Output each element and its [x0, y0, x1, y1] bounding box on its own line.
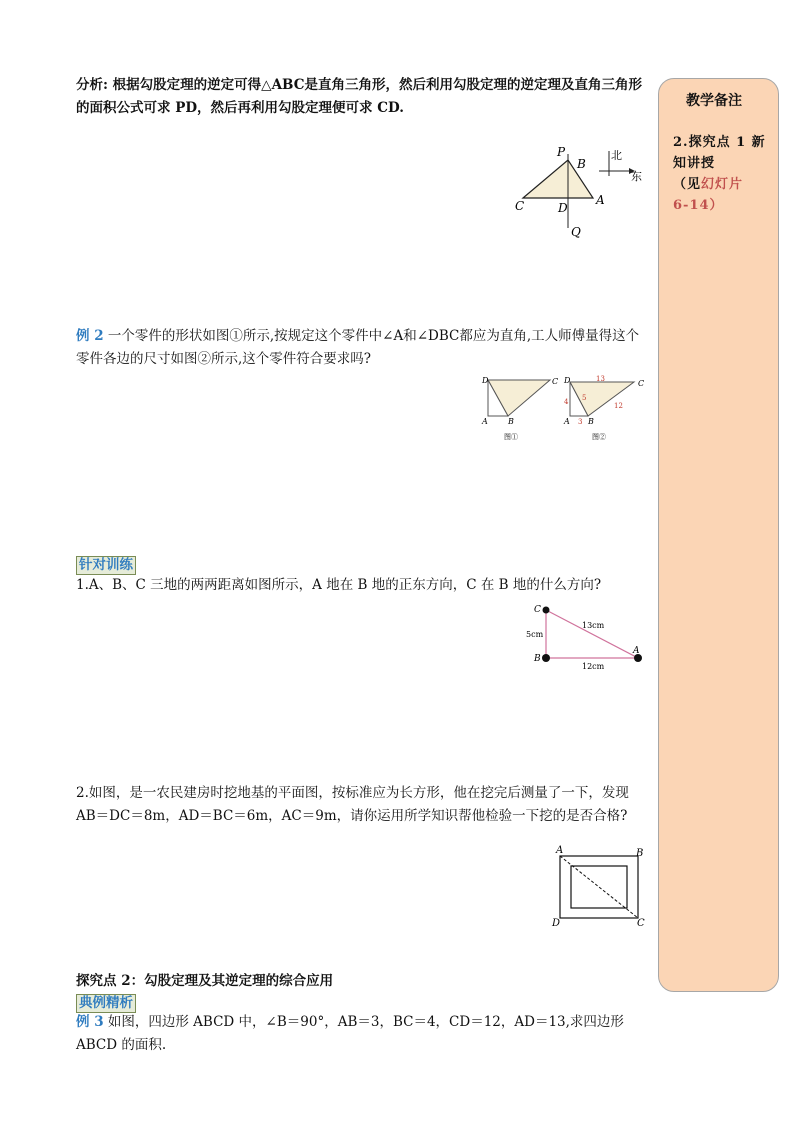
example-3-label: 例 3	[76, 1014, 104, 1030]
label-b: B	[534, 654, 541, 664]
teaching-notes-heading: 教学备注	[686, 93, 742, 109]
part-figure-1	[481, 376, 558, 441]
length-ca: 13cm	[582, 621, 605, 630]
label-c: C	[637, 918, 645, 929]
length-cb: 5cm	[526, 630, 544, 639]
label-d: D	[552, 918, 561, 929]
fig2-label-b: B	[588, 417, 594, 426]
point-b	[542, 654, 550, 662]
example-3-paragraph	[76, 1011, 648, 1057]
label-p: P	[557, 145, 566, 159]
point-c	[543, 607, 550, 614]
label-c: C	[515, 199, 525, 213]
note-line-2: （见	[673, 177, 702, 192]
label-q: Q	[571, 225, 581, 239]
label-b: B	[636, 848, 644, 859]
fig1-label-b: B	[508, 417, 514, 426]
note-slides: 幻灯片	[701, 177, 744, 192]
fig1-label-c: C	[552, 377, 559, 386]
fig2-label-c: C	[638, 379, 645, 388]
diagonal-ac	[560, 856, 638, 918]
training-tag: 针对训练	[76, 556, 136, 575]
example-2-text: 一个零件的形状如图①所示,按规定这个零件中∠A和∠DBC都应为直角,工人师傅量得这个零件各边的尺寸如图②所示,这个零件符合要求吗?	[76, 328, 640, 367]
fig2-label-d: D	[564, 376, 571, 385]
example-analysis-section	[76, 992, 136, 1013]
caption-fig1: 图①	[504, 433, 518, 441]
analysis-label: 分析:	[76, 77, 108, 93]
teaching-notes-text	[673, 132, 769, 216]
training-question-1: 1.A、B、C 三地的两两距离如图所示，A 地在 B 地的正东方向，C 在 B 地的什么方向?	[76, 577, 602, 593]
measure-4: 4	[564, 398, 569, 406]
figure-triangle-directions	[505, 138, 655, 248]
segment-ca	[546, 610, 638, 658]
training-section	[76, 554, 136, 575]
analysis-text: 根据勾股定理的逆定可得△ABC是直角三角形，然后利用勾股定理的逆定理及直角三角形的面积公式可求 PD，然后再利用勾股定理便可求 CD.	[76, 77, 642, 116]
note-line-1: 2.探究点 1 新知讲授	[673, 135, 766, 171]
label-d: D	[558, 201, 568, 215]
length-ba: 12cm	[582, 662, 605, 671]
label-c: C	[534, 605, 541, 615]
measure-12: 12	[614, 402, 623, 410]
outer-rectangle	[560, 856, 638, 918]
fig2-label-a: A	[564, 417, 570, 426]
analysis-paragraph	[76, 74, 648, 120]
example-3-text: 如图，四边形 ABCD 中，∠B＝90°，AB＝3，BC＝4，CD＝12，AD＝13,求四边形 ABCD 的面积.	[76, 1014, 624, 1053]
label-north: 北	[611, 149, 622, 162]
fig1-label-d: D	[482, 376, 489, 385]
inner-rectangle	[571, 866, 627, 908]
example-2-label: 例 2	[76, 328, 104, 344]
note-range: 6-14）	[673, 198, 724, 213]
label-a: A	[633, 646, 640, 656]
measure-13: 13	[596, 375, 605, 383]
example-2-paragraph	[76, 325, 648, 371]
figure-foundation	[548, 842, 650, 930]
part-figure-2	[563, 375, 644, 441]
figure-three-places	[520, 600, 650, 672]
label-a: A	[556, 845, 564, 856]
caption-fig2: 图②	[592, 433, 606, 441]
label-a: A	[596, 193, 605, 207]
training-question-2: 2.如图，是一农民建房时挖地基的平面图，按标准应为长方形，他在挖完后测量了一下，发现 AB＝DC＝8m，AD＝BC＝6m，AC＝9m，请你运用所学知识帮他检验一下挖的是否合格?	[76, 785, 629, 824]
measure-3: 3	[578, 418, 583, 426]
label-east: 东	[631, 170, 642, 183]
measure-5: 5	[582, 394, 587, 402]
figure-parts	[478, 372, 650, 444]
fig1-label-a: A	[482, 417, 488, 426]
explore-2-title: 探究点 2：勾股定理及其逆定理的综合应用	[76, 973, 334, 989]
label-b: B	[577, 157, 586, 171]
example-analysis-tag: 典例精析	[76, 994, 136, 1013]
